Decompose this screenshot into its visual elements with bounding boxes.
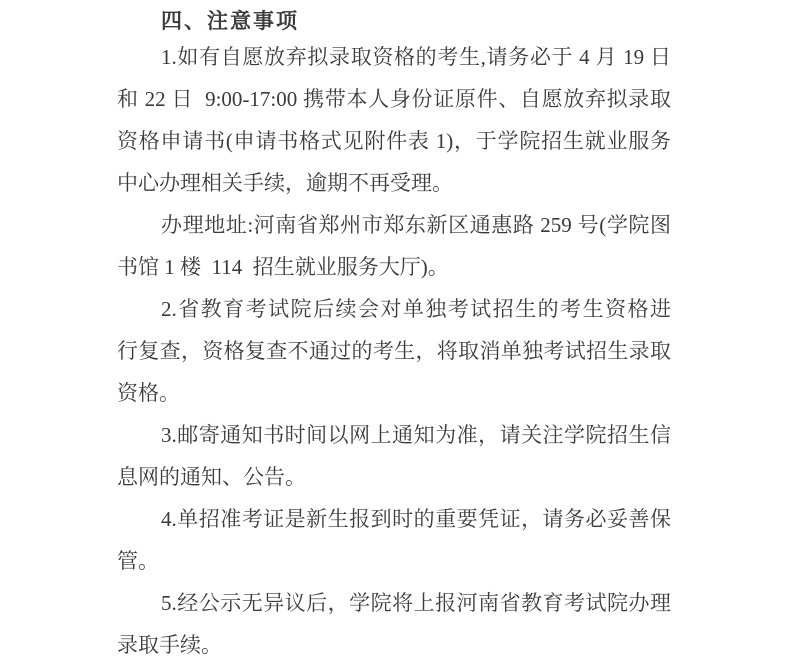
paragraph-2 xyxy=(117,288,671,414)
paragraph-3 xyxy=(117,414,671,498)
paragraph-address xyxy=(117,204,671,288)
text-line: 2.省教育考试院后续会对单独考试招生的考生资格进 xyxy=(161,297,671,321)
section-heading: 四、注意事项 xyxy=(161,9,299,33)
notice-document xyxy=(117,0,671,658)
text-line: 4.单招准考证是新生报到时的重要凭证，请务必妥善保 xyxy=(161,507,671,531)
text-line: 资格申请书(申请书格式见附件表 1)，于学院招生就业服务 xyxy=(117,129,671,153)
text-line: 办理地址:河南省郑州市郑东新区通惠路 259 号(学院图 xyxy=(161,213,671,237)
text-line: 1.如有自愿放弃拟录取资格的考生,请务必于 4 月 19 日 xyxy=(161,45,671,69)
text-line: 息网的通知、公告。 xyxy=(117,465,306,489)
text-line: 和 22 日 9:00-17:00 携带本人身份证原件、自愿放弃拟录取 xyxy=(117,87,671,111)
text-line: 5.经公示无异议后，学院将上报河南省教育考试院办理 xyxy=(161,591,671,615)
text-line: 资格。 xyxy=(117,381,180,405)
text-line: 管。 xyxy=(117,549,159,573)
text-line: 录取手续。 xyxy=(117,633,222,657)
text-line: 行复查，资格复查不通过的考生，将取消单独考试招生录取 xyxy=(117,339,671,363)
text-line: 书馆 1 楼 114 招生就业服务大厅)。 xyxy=(117,255,449,279)
text-line: 3.邮寄通知书时间以网上通知为准，请关注学院招生信 xyxy=(161,423,671,447)
paragraph-1 xyxy=(117,36,671,204)
paragraph-5 xyxy=(117,582,671,658)
text-line: 中心办理相关手续，逾期不再受理。 xyxy=(117,171,453,195)
paragraph-4 xyxy=(117,498,671,582)
